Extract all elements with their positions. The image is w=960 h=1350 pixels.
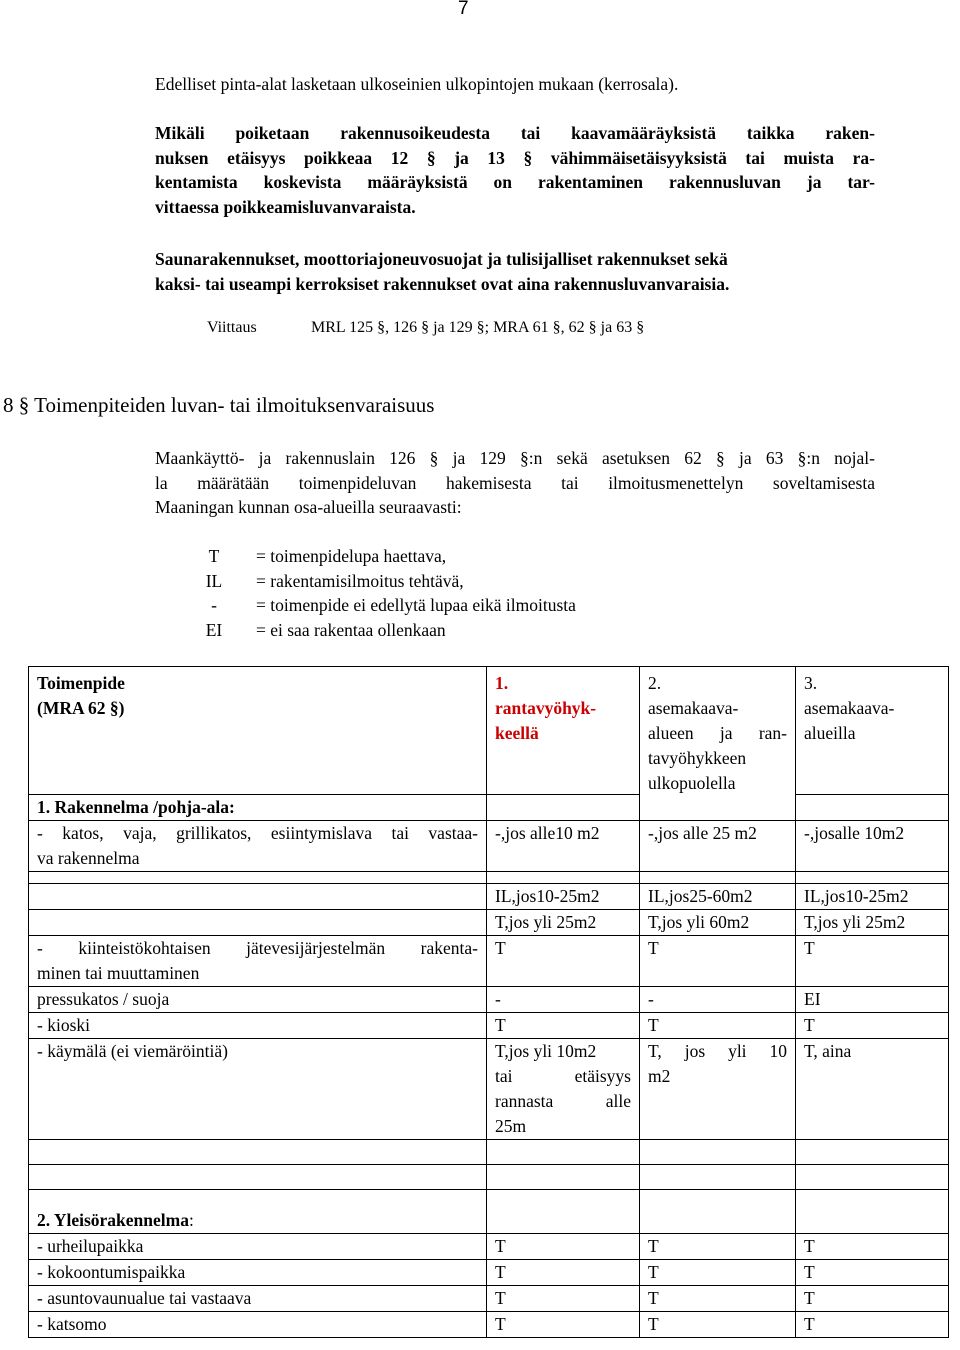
header-line: 3. <box>804 673 818 693</box>
table-header-row <box>29 667 949 795</box>
reference-line <box>207 319 644 337</box>
table-row <box>29 936 949 987</box>
paragraph-sauna <box>155 247 875 296</box>
row-label: - kioski <box>29 1013 487 1039</box>
row-label: - käymälä (ei viemäröintiä) <box>29 1039 487 1140</box>
table-cell: IL,jos10-25m2 <box>487 884 640 910</box>
text-line: m2 <box>648 1066 671 1086</box>
table-cell <box>29 910 487 936</box>
table-cell: -,jos alle 25 m2 <box>640 821 796 872</box>
page-number: 7 <box>458 0 469 19</box>
table-row <box>29 1260 949 1286</box>
section-label: 1. Rakennelma /pohja-ala: <box>29 795 487 821</box>
permit-table <box>28 666 949 1338</box>
table-row <box>29 910 949 936</box>
legend-text: = toimenpidelupa haettava, <box>256 546 447 566</box>
text-line: nuksen etäisyys poikkeaa 12 § ja 13 § vähimmäisetäisyyksistä tai muista ra- <box>155 147 875 168</box>
text-line: 25m <box>495 1116 527 1136</box>
table-cell <box>796 1165 949 1190</box>
table-cell <box>640 1165 796 1190</box>
text-line: minen tai muuttaminen <box>37 963 200 983</box>
header-toimenpide <box>29 667 487 795</box>
table-cell <box>487 872 640 884</box>
legend <box>190 544 576 643</box>
table-cell <box>640 1140 796 1165</box>
section-label <box>29 1190 487 1234</box>
reference-label: Viittaus <box>207 319 257 336</box>
table-cell: - <box>640 987 796 1013</box>
table-cell <box>796 1140 949 1165</box>
table-cell <box>487 1165 640 1190</box>
table-cell <box>640 1190 796 1234</box>
table-row <box>29 1286 949 1312</box>
table-cell <box>29 884 487 910</box>
table-row <box>29 1234 949 1260</box>
header-line: ulkopuolella <box>648 773 736 793</box>
table-cell: T <box>796 1234 949 1260</box>
section-label-text: 2. Yleisörakennelma <box>37 1210 189 1230</box>
legend-item <box>190 569 576 594</box>
legend-item <box>190 544 576 569</box>
row-label: - katsomo <box>29 1312 487 1338</box>
table-cell: T <box>487 936 640 987</box>
legend-key: T <box>208 546 220 566</box>
row-label <box>29 821 487 872</box>
text-line: kaksi- tai useampi kerroksiset rakennukset ovat aina rakennusluvanvaraisia. <box>155 273 730 294</box>
table-cell: T,jos yli 25m2 <box>796 910 949 936</box>
table-row <box>29 884 949 910</box>
header-line: (MRA 62 §) <box>37 698 125 718</box>
header-line: 1. <box>495 673 509 693</box>
table-row <box>29 1312 949 1338</box>
header-line: 2. <box>648 673 662 693</box>
table-row <box>29 1140 949 1165</box>
paragraph-floor-area: Edelliset pinta-alat lasketaan ulkoseinien ulkopintojen mukaan (kerrosala). <box>155 74 679 94</box>
table-cell: T <box>640 936 796 987</box>
header-zone-2 <box>640 667 796 821</box>
section-heading: 8 § Toimenpiteiden luvan- tai ilmoituksenvaraisuus <box>3 393 435 417</box>
table-row <box>29 987 949 1013</box>
text-line: T, jos yli 10 <box>648 1041 787 1061</box>
table-cell: EI <box>796 987 949 1013</box>
text-line: - katos, vaja, grillikatos, esiintymislava tai vastaa- <box>37 823 478 843</box>
header-line: asemakaava- <box>804 698 895 718</box>
legend-text: = rakentamisilmoitus tehtävä, <box>256 570 464 591</box>
table-cell: IL,jos10-25m2 <box>796 884 949 910</box>
row-label: pressukatos / suoja <box>29 987 487 1013</box>
legend-key: IL <box>205 570 223 591</box>
legend-key: - <box>211 595 217 616</box>
text-line: T,jos yli 10m2 <box>495 1041 597 1061</box>
text-line: Saunarakennukset, moottoriajoneuvosuojat ja tulisijalliset rakennukset sekä <box>155 249 728 269</box>
row-label: - kokoontumispaikka <box>29 1260 487 1286</box>
table-cell: T <box>487 1013 640 1039</box>
table-cell <box>487 1140 640 1165</box>
header-line: rantavyöhyk- <box>495 698 597 718</box>
header-zone-1 <box>487 667 640 795</box>
legend-item <box>190 618 576 643</box>
table-cell: T <box>487 1234 640 1260</box>
header-line: alueen ja ran- <box>648 723 787 743</box>
table-row <box>29 795 949 821</box>
table-cell: IL,jos25-60m2 <box>640 884 796 910</box>
text-line: Maankäyttö- ja rakennuslain 126 § ja 129 §:n sekä asetuksen 62 § ja 63 §:n nojal- <box>155 448 875 468</box>
table-cell <box>640 872 796 884</box>
table-row <box>29 872 949 884</box>
table-cell: - <box>487 987 640 1013</box>
table-cell: T <box>487 1286 640 1312</box>
text-line: - kiinteistökohtaisen jätevesijärjestelmän rakenta- <box>37 938 478 958</box>
legend-text: = toimenpide ei edellytä lupaa eikä ilmoitusta <box>256 595 576 616</box>
table-row <box>29 1039 949 1140</box>
row-label: - urheilupaikka <box>29 1234 487 1260</box>
paragraph-deviation <box>155 121 875 219</box>
table-cell <box>487 1190 640 1234</box>
table-cell: T,jos yli 60m2 <box>640 910 796 936</box>
table-cell: T <box>640 1234 796 1260</box>
row-label: - asuntovaunualue tai vastaava <box>29 1286 487 1312</box>
table-cell: T, aina <box>796 1039 949 1140</box>
text-line: vittaessa poikkeamisluvanvaraista. <box>155 196 416 217</box>
paragraph-intro <box>155 446 875 520</box>
table-cell <box>796 1190 949 1234</box>
header-line: keellä <box>495 723 539 743</box>
header-line: Toimenpide <box>37 673 125 693</box>
table-cell <box>796 872 949 884</box>
table-cell: T <box>487 1260 640 1286</box>
legend-text: = ei saa rakentaa ollenkaan <box>256 620 446 641</box>
table-cell: -,josalle 10m2 <box>796 821 949 872</box>
table-cell: T <box>796 1286 949 1312</box>
table-cell: T,jos yli 25m2 <box>487 910 640 936</box>
table-row <box>29 1165 949 1190</box>
table-row <box>29 1013 949 1039</box>
table-cell: -,jos alle10 m2 <box>487 821 640 872</box>
table-cell: T <box>640 1260 796 1286</box>
reference-text: MRL 125 §, 126 § ja 129 §; MRA 61 §, 62 § ja 63 § <box>311 319 645 336</box>
legend-item <box>190 593 576 618</box>
table-cell: T <box>796 1260 949 1286</box>
table-cell: T <box>796 1013 949 1039</box>
text-line: va rakennelma <box>37 848 140 868</box>
text-line: rannasta alle <box>495 1091 631 1111</box>
table-cell: T <box>796 936 949 987</box>
text-line: kentamista koskevista määräyksistä on rakentaminen rakennusluvan ja tar- <box>155 172 875 192</box>
table-cell: T <box>640 1312 796 1338</box>
header-line: asemakaava- <box>648 698 739 718</box>
header-zone-3 <box>796 667 949 795</box>
table-cell: T <box>640 1286 796 1312</box>
section-label-colon: : <box>188 1210 194 1230</box>
table-cell <box>487 1039 640 1140</box>
table-cell: T <box>796 1312 949 1338</box>
table-cell <box>29 1140 487 1165</box>
text-line: tai etäisyys <box>495 1066 631 1086</box>
table-cell <box>29 872 487 884</box>
text-line: Mikäli poiketaan rakennusoikeudesta tai kaavamääräyksistä taikka raken- <box>155 123 875 143</box>
text-line: la määrätään toimenpideluvan hakemisesta tai ilmoitusmenettelyn soveltamisesta <box>155 472 875 493</box>
table-cell: T <box>640 1013 796 1039</box>
header-line: alueilla <box>804 723 856 743</box>
table-row <box>29 821 949 872</box>
table-cell <box>487 795 640 821</box>
table-row <box>29 1190 949 1234</box>
table-cell <box>796 795 949 821</box>
table-cell <box>640 1039 796 1140</box>
table-cell: T <box>487 1312 640 1338</box>
row-label <box>29 936 487 987</box>
text-line: Maaningan kunnan osa-alueilla seuraavasti: <box>155 497 462 517</box>
table-cell <box>29 1165 487 1190</box>
header-line: tavyöhykkeen <box>648 748 747 768</box>
legend-key: EI <box>205 620 223 641</box>
